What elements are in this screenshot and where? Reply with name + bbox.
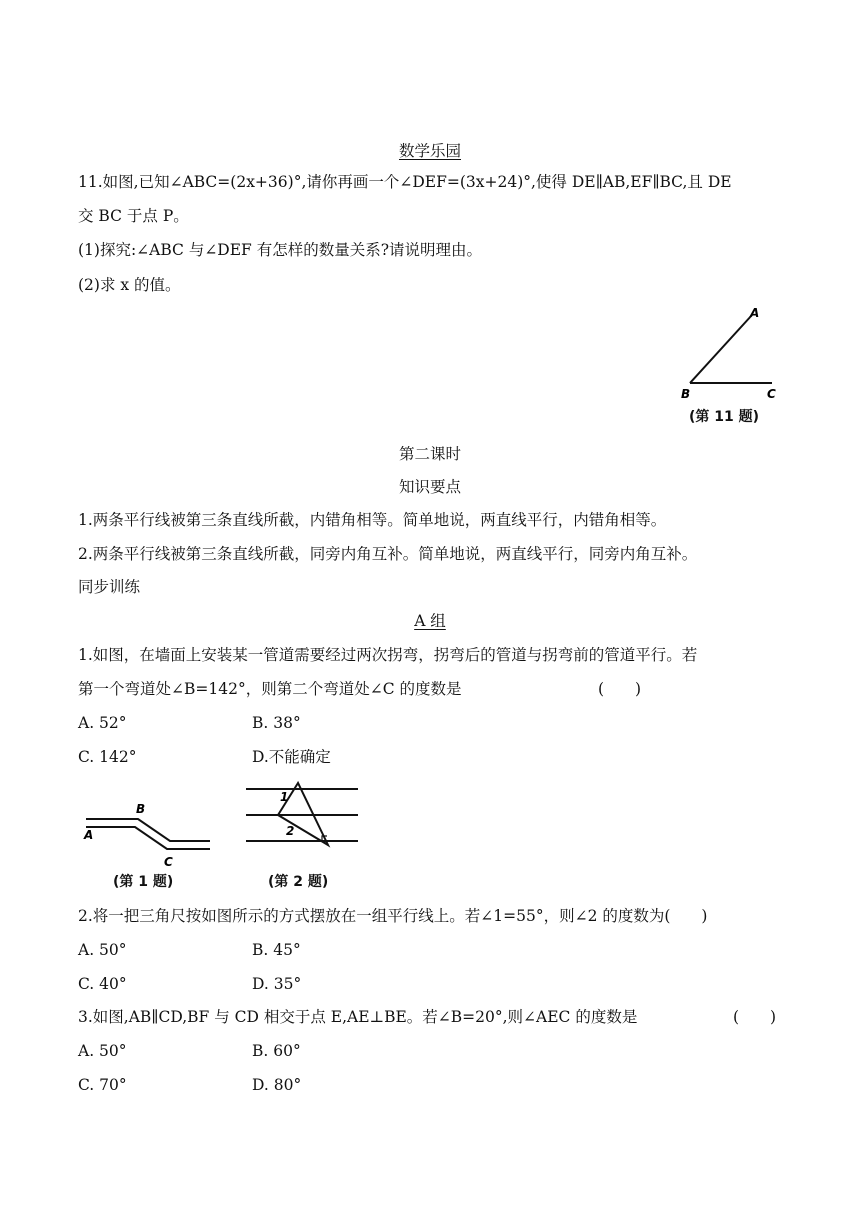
- q2-line1: 2.将一把三角尺按如图所示的方式摆放在一组平行线上。若∠1=55°，则∠2 的度数为( ): [78, 907, 708, 925]
- q3-option-d: D. 80°: [252, 1076, 302, 1094]
- q2-figure-caption: (第 2 题): [268, 874, 329, 890]
- knowledge-point-1: 1.两条平行线被第三条直线所截，内错角相等。简单地说，两直线平行，内错角相等。: [78, 511, 667, 529]
- q3-line1: 3.如图,AB∥CD,BF 与 CD 相交于点 E,AE⊥BE。若∠B=20°,则∠AEC 的度数是: [78, 1008, 638, 1026]
- q2-label-angle-1: 1: [280, 790, 289, 804]
- q1-pipe-figure: [80, 775, 220, 870]
- lesson-title: 第二课时: [398, 445, 461, 463]
- section-title: 数学乐园: [398, 142, 461, 160]
- q3-answer-bracket: ( ): [733, 1008, 777, 1026]
- q1-label-b: B: [136, 802, 146, 816]
- q11-label-c: C: [767, 387, 776, 401]
- q3-option-a: A. 50°: [78, 1042, 127, 1060]
- q11-label-b: B: [681, 387, 691, 401]
- q2-option-d: D. 35°: [252, 975, 302, 993]
- q1-line2: 第一个弯道处∠B=142°，则第二个弯道处∠C 的度数是: [78, 680, 462, 698]
- q2-option-c: C. 40°: [78, 975, 127, 993]
- q2-option-a: A. 50°: [78, 941, 127, 959]
- q11-part1: (1)探究:∠ABC 与∠DEF 有怎样的数量关系?请说明理由。: [78, 241, 483, 259]
- q3-option-c: C. 70°: [78, 1076, 127, 1094]
- group-title: A 组: [414, 612, 446, 630]
- q11-label-a: A: [750, 306, 760, 320]
- knowledge-point-2: 2.两条平行线被第三条直线所截，同旁内角互补。简单地说，两直线平行，同旁内角互补。: [78, 545, 698, 563]
- q3-option-b: B. 60°: [252, 1042, 301, 1060]
- q11-figure-caption: (第 11 题): [689, 409, 760, 425]
- q1-option-a: A. 52°: [78, 714, 127, 732]
- q11-angle-figure: [680, 305, 790, 400]
- q1-answer-bracket: ( ): [598, 680, 642, 698]
- q2-option-b: B. 45°: [252, 941, 301, 959]
- q1-option-c: C. 142°: [78, 748, 137, 766]
- q1-option-d: D.不能确定: [252, 748, 331, 766]
- q1-label-a: A: [84, 828, 94, 842]
- q11-line1: 11.如图,已知∠ABC=(2x+36)°,请你再画一个∠DEF=(3x+24)°,使得 DE∥AB,EF∥BC,且 DE: [78, 173, 732, 191]
- q1-figure-caption: (第 1 题): [113, 874, 174, 890]
- knowledge-title: 知识要点: [398, 478, 461, 496]
- q11-line2: 交 BC 于点 P。: [78, 207, 189, 225]
- q2-label-angle-2: 2: [286, 824, 295, 838]
- q11-part2: (2)求 x 的值。: [78, 276, 181, 294]
- q1-label-c: C: [164, 855, 173, 869]
- q1-line1: 1.如图，在墙面上安装某一管道需要经过两次拐弯，拐弯后的管道与拐弯前的管道平行。若: [78, 646, 698, 664]
- sync-training-heading: 同步训练: [78, 578, 141, 596]
- q2-triangle-figure: [240, 775, 365, 870]
- q1-option-b: B. 38°: [252, 714, 301, 732]
